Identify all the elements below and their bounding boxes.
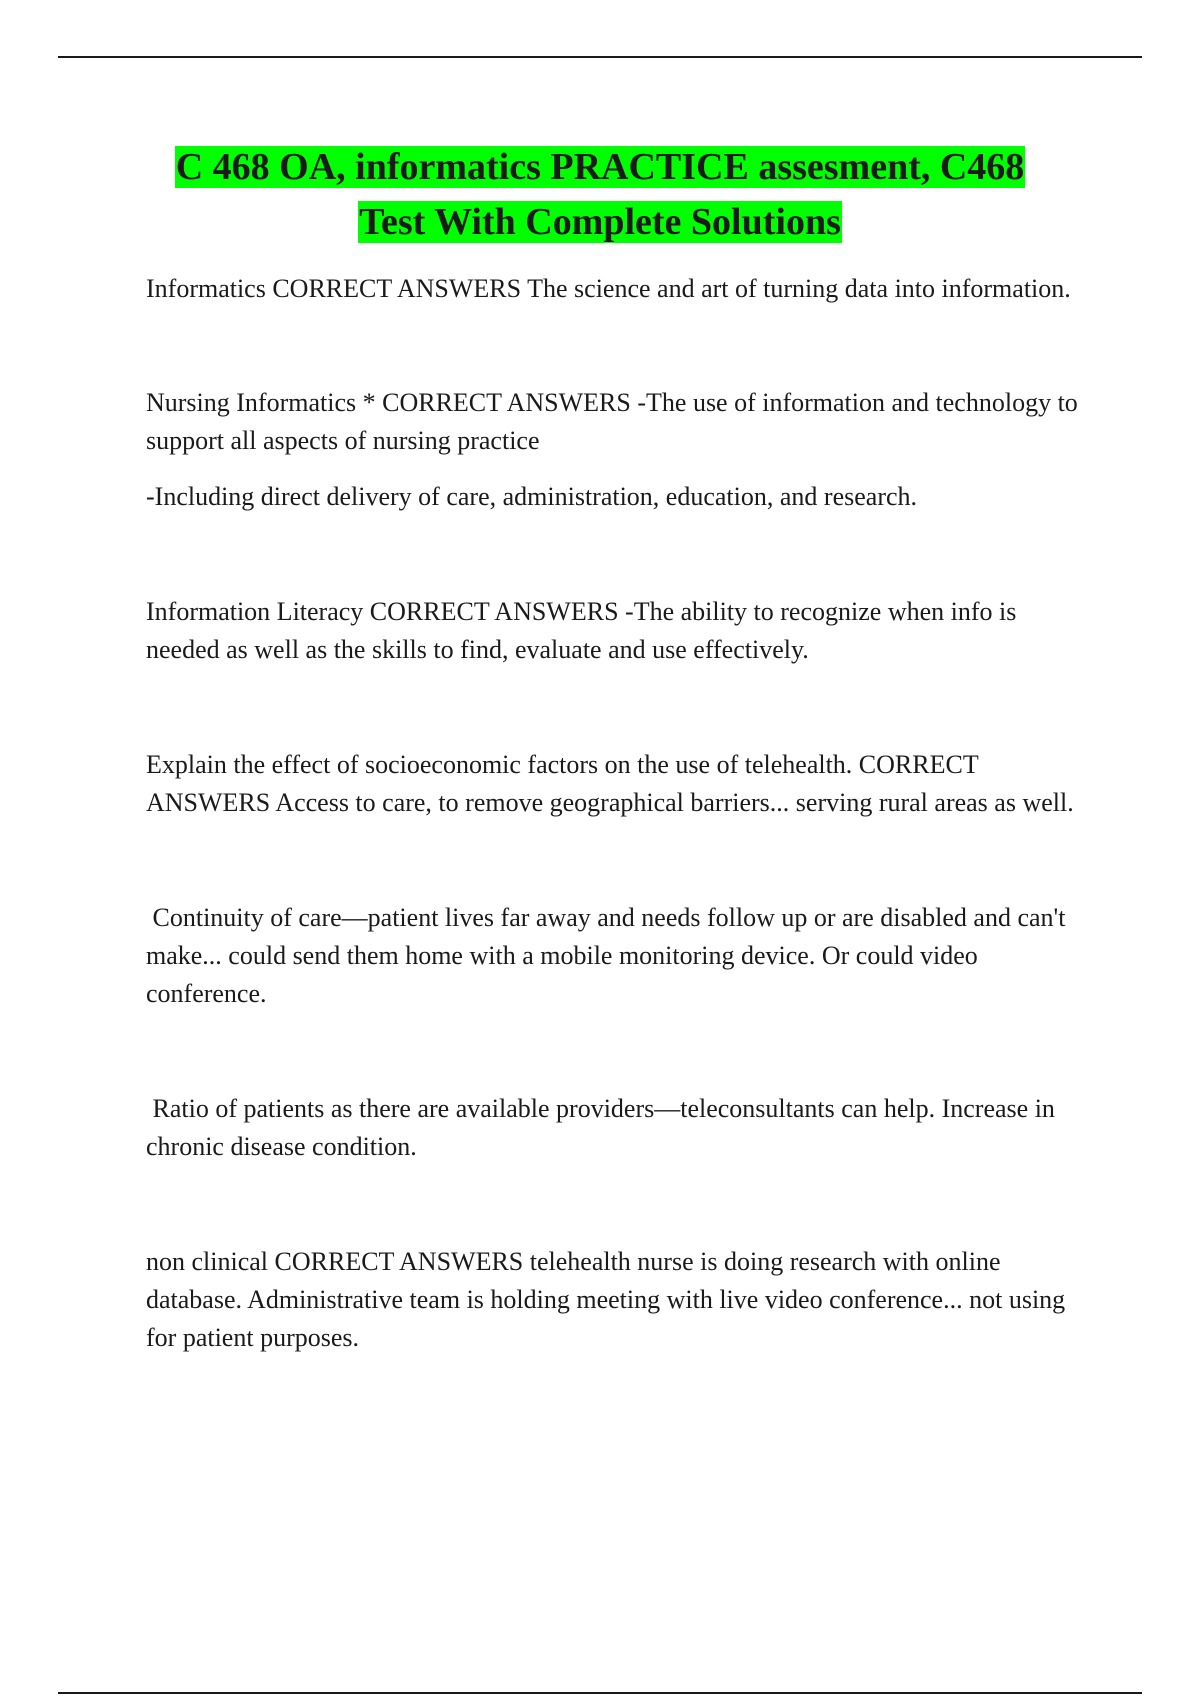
paragraph-non-clinical: non clinical CORRECT ANSWERS telehealth nurse is doing research with online database. Administrative team is holding meeting with live video conference... not using for patient purposes.: [146, 1247, 1066, 1352]
title-line-2: Test With Complete Solutions: [359, 201, 841, 243]
paragraph-ratio-of-patients: Ratio of patients as there are available providers—teleconsultants can help. Increase in chronic disease condition.: [146, 1094, 1062, 1161]
paragraph-continuity-of-care: Continuity of care—patient lives far away and needs follow up or are disabled and can't make... could send them home with a mobile monitoring device. Or could video conference.: [146, 903, 1072, 1008]
document-title: [60, 140, 1140, 250]
document-body: [146, 270, 1096, 1357]
paragraph-nursing-informatics-detail: -Including direct delivery of care, administration, education, and research.: [146, 482, 918, 511]
title-line-1: C 468 OA, informatics PRACTICE assesment, C468: [175, 146, 1025, 188]
paragraph-nursing-informatics: Nursing Informatics * CORRECT ANSWERS -The use of information and technology to support all aspects of nursing practice: [146, 388, 1078, 455]
paragraph-informatics: Informatics CORRECT ANSWERS The science and art of turning data into information.: [146, 274, 1071, 303]
paragraph-socioeconomic-factors: Explain the effect of socioeconomic factors on the use of telehealth. CORRECT ANSWERS Access to care, to remove geographical barriers... serving rural areas as well.: [146, 750, 1074, 817]
header-rule: [58, 56, 1142, 58]
paragraph-information-literacy: Information Literacy CORRECT ANSWERS -The ability to recognize when info is needed as well as the skills to find, evaluate and use effectively.: [146, 597, 1017, 664]
footer-rule: [58, 1692, 1142, 1694]
